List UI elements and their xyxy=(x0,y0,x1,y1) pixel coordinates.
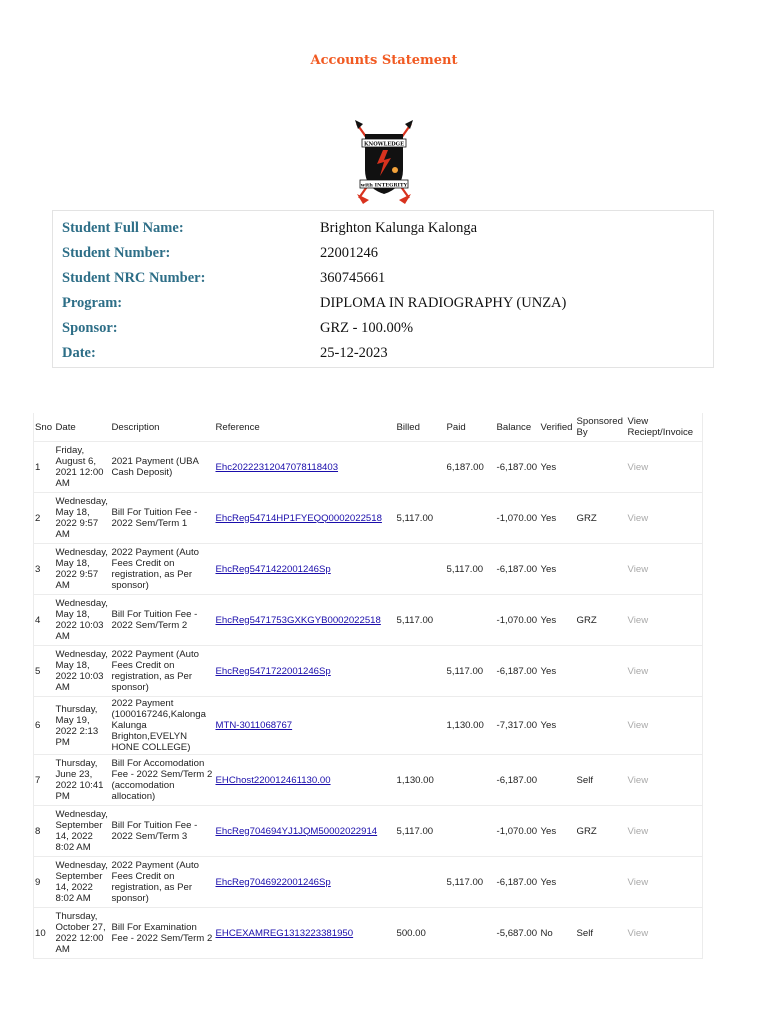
cell-sponsored-by: Self xyxy=(576,927,594,939)
table-row xyxy=(34,806,703,857)
cell-date xyxy=(55,493,111,544)
cell-sponsored-by xyxy=(576,697,627,755)
program-label: Program: xyxy=(62,295,123,311)
cell-sno: 7 xyxy=(35,774,41,786)
cell-date: Wednesday, May 18, 2022 9:57 AM xyxy=(55,496,108,540)
header-sno: Sno xyxy=(34,413,55,442)
table-header-row xyxy=(34,413,703,442)
cell-sno: 4 xyxy=(35,614,41,626)
cell-view xyxy=(627,755,703,806)
cell-date: Wednesday, May 18, 2022 9:57 AM xyxy=(55,547,108,591)
cell-sponsored-by: GRZ xyxy=(576,614,597,626)
cell-description xyxy=(111,493,215,544)
cell-balance xyxy=(496,908,540,959)
page-title: Accounts Statement xyxy=(310,53,458,68)
cell-description: 2022 Payment (Auto Fees Credit on registration, as Per sponsor) xyxy=(111,649,199,693)
cell-view xyxy=(627,806,703,857)
cell-paid: 6,187.00 xyxy=(446,461,484,473)
cell-verified xyxy=(540,595,576,646)
cell-reference xyxy=(215,697,396,755)
cell-balance xyxy=(496,857,540,908)
cell-verified: Yes xyxy=(540,461,557,473)
view-link[interactable]: View xyxy=(627,876,649,888)
cell-reference xyxy=(215,493,396,544)
cell-sno xyxy=(34,755,55,806)
table-row xyxy=(34,595,703,646)
cell-sponsored-by xyxy=(576,857,627,908)
view-link[interactable]: View xyxy=(627,927,649,939)
college-logo xyxy=(353,118,415,204)
svg-text:KNOWLEDGE: KNOWLEDGE xyxy=(363,141,405,148)
header-date: Date xyxy=(55,413,111,442)
cell-balance: -6,187.00 xyxy=(496,774,538,786)
student-name-value: Brighton Kalunga Kalonga xyxy=(320,220,478,236)
cell-paid xyxy=(446,697,496,755)
reference-link[interactable]: MTN-3011068767 xyxy=(215,720,293,731)
program-row xyxy=(62,291,702,315)
cell-date: Wednesday, September 14, 2022 8:02 AM xyxy=(55,860,108,904)
cell-balance: -6,187.00 xyxy=(496,876,538,888)
sponsor-value: GRZ - 100.00% xyxy=(320,320,414,336)
cell-sno: 3 xyxy=(35,563,41,575)
cell-reference xyxy=(215,595,396,646)
cell-verified xyxy=(540,544,576,595)
cell-verified: Yes xyxy=(540,825,557,837)
view-link[interactable]: View xyxy=(627,720,649,731)
cell-date: Thursday, October 27, 2022 12:00 AM xyxy=(55,911,106,955)
cell-description xyxy=(111,806,215,857)
svg-text:with INTEGRITY: with INTEGRITY xyxy=(360,182,408,189)
cell-verified: Yes xyxy=(540,665,557,677)
sponsor-row xyxy=(62,316,702,340)
cell-balance: -1,070.00 xyxy=(496,512,538,524)
cell-billed: 5,117.00 xyxy=(396,614,434,626)
program-value: DIPLOMA IN RADIOGRAPHY (UNZA) xyxy=(320,295,567,311)
cell-sponsored-by xyxy=(576,493,627,544)
cell-sno: 10 xyxy=(35,927,46,939)
cell-sno: 5 xyxy=(35,665,41,677)
table-row xyxy=(34,908,703,959)
cell-date: Wednesday, May 18, 2022 10:03 AM xyxy=(55,598,108,642)
cell-sponsored-by: Self xyxy=(576,774,594,786)
cell-sponsored-by xyxy=(576,442,627,493)
cell-balance xyxy=(496,493,540,544)
cell-paid: 5,117.00 xyxy=(446,665,484,677)
cell-description: Bill For Tuition Fee - 2022 Sem/Term 3 xyxy=(111,820,198,842)
cell-description xyxy=(111,908,215,959)
cell-paid xyxy=(446,755,496,806)
cell-description: 2022 Payment (Auto Fees Credit on registration, as Per sponsor) xyxy=(111,860,199,904)
cell-verified xyxy=(540,493,576,544)
cell-date xyxy=(55,755,111,806)
cell-date xyxy=(55,595,111,646)
cell-balance: -7,317.00 xyxy=(496,720,538,731)
cell-sno: 2 xyxy=(35,512,41,524)
cell-date: Thursday, May 19, 2022 2:13 PM xyxy=(55,703,99,748)
cell-paid xyxy=(446,646,496,697)
cell-view xyxy=(627,857,703,908)
cell-sno xyxy=(34,544,55,595)
cell-view xyxy=(627,595,703,646)
date-label: Date: xyxy=(62,345,96,361)
cell-date xyxy=(55,806,111,857)
reference-link[interactable]: EhcReg5471722001246Sp xyxy=(215,665,331,677)
cell-sponsored-by xyxy=(576,595,627,646)
date-row xyxy=(62,341,702,365)
cell-date xyxy=(55,697,111,755)
cell-balance xyxy=(496,544,540,595)
cell-paid: 5,117.00 xyxy=(446,876,484,888)
cell-balance xyxy=(496,755,540,806)
cell-description: Bill For Tuition Fee - 2022 Sem/Term 1 xyxy=(111,507,198,529)
header-balance: Balance xyxy=(496,413,540,442)
cell-balance: -5,687.00 xyxy=(496,927,538,939)
cell-balance xyxy=(496,595,540,646)
cell-paid xyxy=(446,857,496,908)
cell-sno: 8 xyxy=(35,825,41,837)
cell-date xyxy=(55,857,111,908)
table-row xyxy=(34,646,703,697)
table-row xyxy=(34,697,703,755)
cell-verified: Yes xyxy=(540,720,557,731)
cell-reference xyxy=(215,442,396,493)
cell-description: Bill For Tuition Fee - 2022 Sem/Term 2 xyxy=(111,609,198,631)
cell-sno xyxy=(34,697,55,755)
sponsor-label: Sponsor: xyxy=(62,320,118,336)
reference-link[interactable]: EhcReg5471422001246Sp xyxy=(215,563,331,575)
view-link[interactable]: View xyxy=(627,665,649,677)
student-number-label: Student Number: xyxy=(62,245,171,261)
cell-paid xyxy=(446,595,496,646)
cell-view xyxy=(627,697,703,755)
cell-sponsored-by: GRZ xyxy=(576,825,597,837)
cell-date xyxy=(55,544,111,595)
cell-billed: 500.00 xyxy=(396,927,426,939)
view-link[interactable]: View xyxy=(627,512,649,524)
cell-balance xyxy=(496,442,540,493)
header-description: Description xyxy=(111,413,215,442)
cell-date: Friday, August 6, 2021 12:00 AM xyxy=(55,445,104,489)
table-row xyxy=(34,442,703,493)
cell-reference xyxy=(215,806,396,857)
view-link[interactable]: View xyxy=(627,563,649,575)
student-nrc-label: Student NRC Number: xyxy=(62,270,206,286)
cell-sno xyxy=(34,646,55,697)
cell-paid: 5,117.00 xyxy=(446,563,484,575)
cell-verified xyxy=(540,646,576,697)
cell-view xyxy=(627,646,703,697)
cell-sno xyxy=(34,806,55,857)
cell-sno xyxy=(34,595,55,646)
cell-paid xyxy=(446,493,496,544)
cell-description xyxy=(111,595,215,646)
reference-link[interactable]: Ehc20222312047078118403 xyxy=(215,461,339,473)
cell-verified: Yes xyxy=(540,563,557,575)
header-paid: Paid xyxy=(446,413,496,442)
cell-reference xyxy=(215,755,396,806)
cell-reference xyxy=(215,908,396,959)
cell-billed: 1,130.00 xyxy=(396,774,434,786)
view-link[interactable]: View xyxy=(627,774,649,786)
cell-sponsored-by xyxy=(576,646,627,697)
cell-verified xyxy=(540,697,576,755)
table-row xyxy=(34,493,703,544)
cell-description xyxy=(111,857,215,908)
cell-billed xyxy=(396,908,446,959)
cell-paid xyxy=(446,544,496,595)
cell-paid xyxy=(446,908,496,959)
cell-date xyxy=(55,442,111,493)
cell-sponsored-by: GRZ xyxy=(576,512,597,524)
cell-verified xyxy=(540,806,576,857)
cell-view xyxy=(627,493,703,544)
reference-link[interactable]: EhcReg54714HP1FYEQQ0002022518 xyxy=(215,512,382,524)
cell-sno xyxy=(34,857,55,908)
student-number-row xyxy=(62,241,702,265)
cell-verified: No xyxy=(540,927,553,939)
header-verified: Verified xyxy=(540,413,576,442)
cell-billed: 5,117.00 xyxy=(396,512,434,524)
cell-description xyxy=(111,646,215,697)
cell-sno xyxy=(34,442,55,493)
view-link[interactable]: View xyxy=(627,825,649,837)
header-reference: Reference xyxy=(215,413,396,442)
cell-sponsored-by xyxy=(576,806,627,857)
header-billed: Billed xyxy=(396,413,446,442)
cell-sno: 6 xyxy=(35,720,41,731)
cell-balance xyxy=(496,806,540,857)
cell-view xyxy=(627,442,703,493)
reference-link[interactable]: EhcReg5471753GXKGYB0002022518 xyxy=(215,614,381,626)
cell-billed: 5,117.00 xyxy=(396,825,434,837)
table-row xyxy=(34,544,703,595)
reference-link[interactable]: EhcReg704694YJ1JQM50002022914 xyxy=(215,825,378,837)
cell-balance: -1,070.00 xyxy=(496,614,538,626)
cell-paid: 1,130.00 xyxy=(446,720,484,731)
cell-billed xyxy=(396,493,446,544)
student-info-panel xyxy=(52,210,714,368)
cell-billed xyxy=(396,442,446,493)
header-view: View Reciept/Invoice xyxy=(627,413,703,442)
cell-billed xyxy=(396,544,446,595)
cell-sno xyxy=(34,908,55,959)
student-name-row xyxy=(62,216,702,240)
cell-sno: 9 xyxy=(35,876,41,888)
cell-paid xyxy=(446,806,496,857)
table-row xyxy=(34,755,703,806)
cell-description: 2022 Payment (1000167246,Kalonga Kalunga Brighton,EVELYN HONE COLLEGE) xyxy=(111,698,206,753)
cell-description xyxy=(111,544,215,595)
cell-description: 2022 Payment (Auto Fees Credit on registration, as Per sponsor) xyxy=(111,547,199,591)
cell-balance: -1,070.00 xyxy=(496,825,538,837)
cell-sponsored-by xyxy=(576,544,627,595)
cell-verified: Yes xyxy=(540,876,557,888)
cell-verified: Yes xyxy=(540,614,557,626)
reference-link[interactable]: EhcReg7046922001246Sp xyxy=(215,876,331,888)
cell-view xyxy=(627,908,703,959)
cell-description xyxy=(111,755,215,806)
student-nrc-value: 360745661 xyxy=(320,270,386,286)
cell-date: Thursday, June 23, 2022 10:41 PM xyxy=(55,758,104,802)
cell-balance xyxy=(496,697,540,755)
cell-verified xyxy=(540,442,576,493)
cell-balance: -6,187.00 xyxy=(496,461,538,473)
header-sponsored-by: Sponsored By xyxy=(576,413,627,442)
cell-billed xyxy=(396,697,446,755)
cell-balance xyxy=(496,646,540,697)
student-name-label: Student Full Name: xyxy=(62,220,184,236)
cell-date xyxy=(55,908,111,959)
cell-description: Bill For Accomodation Fee - 2022 Sem/Term 2 (accomodation allocation) xyxy=(111,758,213,802)
cell-balance: -6,187.00 xyxy=(496,665,538,677)
cell-date xyxy=(55,646,111,697)
cell-billed xyxy=(396,806,446,857)
cell-date: Wednesday, May 18, 2022 10:03 AM xyxy=(55,649,108,693)
cell-sponsored-by xyxy=(576,908,627,959)
cell-description: 2021 Payment (UBA Cash Deposit) xyxy=(111,456,199,478)
student-number-value: 22001246 xyxy=(320,245,378,261)
cell-verified xyxy=(540,857,576,908)
cell-verified: Yes xyxy=(540,512,557,524)
cell-reference xyxy=(215,646,396,697)
cell-description xyxy=(111,697,215,755)
statement-table xyxy=(33,413,703,959)
cell-billed xyxy=(396,755,446,806)
cell-balance: -6,187.00 xyxy=(496,563,538,575)
cell-reference xyxy=(215,544,396,595)
cell-date: Wednesday, September 14, 2022 8:02 AM xyxy=(55,809,108,853)
cell-description xyxy=(111,442,215,493)
view-link[interactable]: View xyxy=(627,614,649,626)
cell-billed xyxy=(396,646,446,697)
cell-verified xyxy=(540,908,576,959)
cell-paid xyxy=(446,442,496,493)
cell-sno: 1 xyxy=(35,461,41,473)
reference-link[interactable]: EHCEXAMREG1313223381950 xyxy=(215,927,354,939)
student-nrc-row xyxy=(62,266,702,290)
view-link[interactable]: View xyxy=(627,461,649,473)
date-value: 25-12-2023 xyxy=(320,345,388,361)
cell-view xyxy=(627,544,703,595)
cell-reference xyxy=(215,857,396,908)
cell-sponsored-by xyxy=(576,755,627,806)
table-row xyxy=(34,857,703,908)
cell-sno xyxy=(34,493,55,544)
cell-billed xyxy=(396,857,446,908)
cell-billed xyxy=(396,595,446,646)
cell-description: Bill For Examination Fee - 2022 Sem/Term 2 xyxy=(111,922,213,944)
reference-link[interactable]: EHChost220012461130.00 xyxy=(215,774,331,786)
cell-verified xyxy=(540,755,576,806)
